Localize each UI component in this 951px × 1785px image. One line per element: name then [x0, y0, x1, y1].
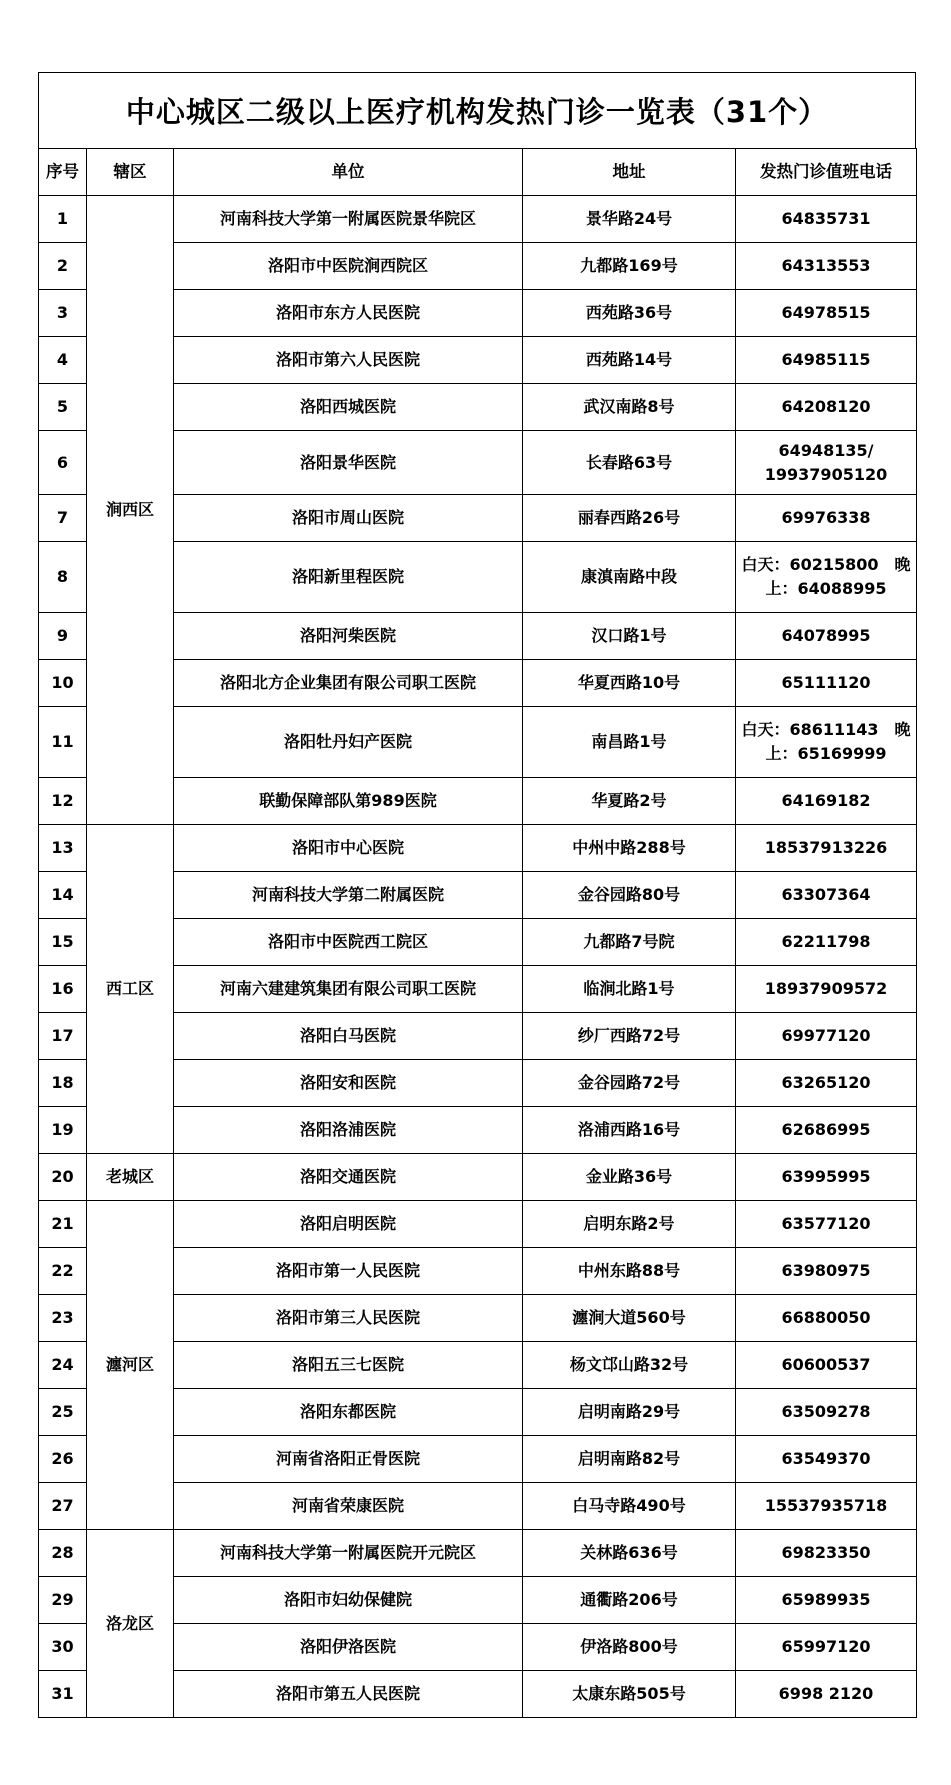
row-address: 金业路36号 [523, 1154, 736, 1201]
row-no: 6 [39, 431, 87, 495]
row-no: 3 [39, 290, 87, 337]
row-no: 25 [39, 1389, 87, 1436]
row-phone: 69976338 [736, 495, 917, 542]
row-unit: 洛阳西城医院 [174, 384, 523, 431]
document [38, 72, 916, 1718]
row-no: 21 [39, 1201, 87, 1248]
header-no: 序号 [39, 149, 87, 196]
row-no: 17 [39, 1013, 87, 1060]
row-address: 华夏西路10号 [523, 660, 736, 707]
row-phone: 白天：68611143 晚上：65169999 [736, 707, 917, 778]
row-phone: 白天：60215800 晚上：64088995 [736, 542, 917, 613]
row-unit: 洛阳伊洛医院 [174, 1624, 523, 1671]
row-phone: 64948135/ 19937905120 [736, 431, 917, 495]
row-no: 11 [39, 707, 87, 778]
row-unit: 洛阳北方企业集团有限公司职工医院 [174, 660, 523, 707]
row-phone: 18537913226 [736, 825, 917, 872]
row-unit: 洛阳市第一人民医院 [174, 1248, 523, 1295]
row-no: 27 [39, 1483, 87, 1530]
row-no: 8 [39, 542, 87, 613]
row-no: 30 [39, 1624, 87, 1671]
row-phone: 63995995 [736, 1154, 917, 1201]
row-unit: 洛阳市第三人民医院 [174, 1295, 523, 1342]
row-unit: 洛阳市中心医院 [174, 825, 523, 872]
row-unit: 洛阳市第六人民医院 [174, 337, 523, 384]
row-no: 24 [39, 1342, 87, 1389]
row-phone: 63549370 [736, 1436, 917, 1483]
row-no: 31 [39, 1671, 87, 1718]
row-no: 28 [39, 1530, 87, 1577]
row-address: 金谷园路72号 [523, 1060, 736, 1107]
district-cell: 老城区 [87, 1154, 174, 1201]
row-unit: 河南科技大学第一附属医院景华院区 [174, 196, 523, 243]
row-address: 临涧北路1号 [523, 966, 736, 1013]
row-address: 丽春西路26号 [523, 495, 736, 542]
row-address: 中州东路88号 [523, 1248, 736, 1295]
row-address: 西苑路36号 [523, 290, 736, 337]
row-no: 15 [39, 919, 87, 966]
row-unit: 联勤保障部队第989医院 [174, 778, 523, 825]
row-unit: 洛阳东都医院 [174, 1389, 523, 1436]
row-phone: 65997120 [736, 1624, 917, 1671]
row-unit: 洛阳白马医院 [174, 1013, 523, 1060]
row-unit: 河南六建建筑集团有限公司职工医院 [174, 966, 523, 1013]
table-row [39, 196, 917, 243]
row-unit: 洛阳五三七医院 [174, 1342, 523, 1389]
row-no: 10 [39, 660, 87, 707]
row-address: 关林路636号 [523, 1530, 736, 1577]
row-phone: 64078995 [736, 613, 917, 660]
row-no: 5 [39, 384, 87, 431]
table-row [39, 1201, 917, 1248]
header-district: 辖区 [87, 149, 174, 196]
row-address: 白马寺路490号 [523, 1483, 736, 1530]
header-phone: 发热门诊值班电话 [736, 149, 917, 196]
row-address: 康滇南路中段 [523, 542, 736, 613]
row-address: 启明南路29号 [523, 1389, 736, 1436]
row-unit: 洛阳河柴医院 [174, 613, 523, 660]
row-unit: 洛阳市中医院涧西院区 [174, 243, 523, 290]
row-no: 1 [39, 196, 87, 243]
row-phone: 64978515 [736, 290, 917, 337]
row-address: 中州中路288号 [523, 825, 736, 872]
row-unit: 河南科技大学第二附属医院 [174, 872, 523, 919]
row-unit: 洛阳洛浦医院 [174, 1107, 523, 1154]
row-phone: 66880050 [736, 1295, 917, 1342]
row-unit: 河南省洛阳正骨医院 [174, 1436, 523, 1483]
row-address: 武汉南路8号 [523, 384, 736, 431]
fever-clinic-table [38, 148, 917, 1718]
row-address: 九都路7号院 [523, 919, 736, 966]
row-address: 伊洛路800号 [523, 1624, 736, 1671]
row-unit: 洛阳安和医院 [174, 1060, 523, 1107]
row-address: 西苑路14号 [523, 337, 736, 384]
district-cell: 瀍河区 [87, 1201, 174, 1530]
row-no: 4 [39, 337, 87, 384]
row-no: 26 [39, 1436, 87, 1483]
row-phone: 63509278 [736, 1389, 917, 1436]
row-no: 9 [39, 613, 87, 660]
row-address: 杨文邙山路32号 [523, 1342, 736, 1389]
row-no: 22 [39, 1248, 87, 1295]
row-address: 启明南路82号 [523, 1436, 736, 1483]
row-address: 太康东路505号 [523, 1671, 736, 1718]
row-unit: 河南科技大学第一附属医院开元院区 [174, 1530, 523, 1577]
row-address: 长春路63号 [523, 431, 736, 495]
row-phone: 65989935 [736, 1577, 917, 1624]
row-phone: 6998 2120 [736, 1671, 917, 1718]
district-cell: 涧西区 [87, 196, 174, 825]
row-phone: 62686995 [736, 1107, 917, 1154]
row-address: 洛浦西路16号 [523, 1107, 736, 1154]
header-unit: 单位 [174, 149, 523, 196]
row-address: 通衢路206号 [523, 1577, 736, 1624]
row-phone: 64208120 [736, 384, 917, 431]
row-phone: 15537935718 [736, 1483, 917, 1530]
row-no: 13 [39, 825, 87, 872]
row-phone: 64835731 [736, 196, 917, 243]
row-no: 16 [39, 966, 87, 1013]
row-phone: 60600537 [736, 1342, 917, 1389]
row-phone: 63980975 [736, 1248, 917, 1295]
row-address: 启明东路2号 [523, 1201, 736, 1248]
row-address: 瀍涧大道560号 [523, 1295, 736, 1342]
row-address: 汉口路1号 [523, 613, 736, 660]
row-phone: 63307364 [736, 872, 917, 919]
table-row [39, 825, 917, 872]
row-no: 18 [39, 1060, 87, 1107]
row-unit: 河南省荣康医院 [174, 1483, 523, 1530]
row-phone: 62211798 [736, 919, 917, 966]
document-title: 中心城区二级以上医疗机构发热门诊一览表（31个） [38, 72, 916, 148]
table-row [39, 1530, 917, 1577]
row-phone: 18937909572 [736, 966, 917, 1013]
row-no: 12 [39, 778, 87, 825]
row-phone: 63265120 [736, 1060, 917, 1107]
row-unit: 洛阳牡丹妇产医院 [174, 707, 523, 778]
table-header-row [39, 149, 917, 196]
row-phone: 64985115 [736, 337, 917, 384]
row-phone: 69977120 [736, 1013, 917, 1060]
row-address: 华夏路2号 [523, 778, 736, 825]
row-unit: 洛阳交通医院 [174, 1154, 523, 1201]
table-row [39, 1154, 917, 1201]
row-no: 23 [39, 1295, 87, 1342]
row-phone: 63577120 [736, 1201, 917, 1248]
row-no: 2 [39, 243, 87, 290]
row-no: 20 [39, 1154, 87, 1201]
row-no: 7 [39, 495, 87, 542]
row-phone: 69823350 [736, 1530, 917, 1577]
row-address: 景华路24号 [523, 196, 736, 243]
row-unit: 洛阳市妇幼保健院 [174, 1577, 523, 1624]
row-address: 金谷园路80号 [523, 872, 736, 919]
row-phone: 64169182 [736, 778, 917, 825]
district-cell: 洛龙区 [87, 1530, 174, 1718]
row-phone: 64313553 [736, 243, 917, 290]
row-address: 纱厂西路72号 [523, 1013, 736, 1060]
row-unit: 洛阳市东方人民医院 [174, 290, 523, 337]
district-cell: 西工区 [87, 825, 174, 1154]
row-address: 南昌路1号 [523, 707, 736, 778]
row-address: 九都路169号 [523, 243, 736, 290]
row-unit: 洛阳市第五人民医院 [174, 1671, 523, 1718]
row-no: 19 [39, 1107, 87, 1154]
row-unit: 洛阳市中医院西工院区 [174, 919, 523, 966]
row-phone: 65111120 [736, 660, 917, 707]
row-unit: 洛阳景华医院 [174, 431, 523, 495]
header-address: 地址 [523, 149, 736, 196]
row-unit: 洛阳启明医院 [174, 1201, 523, 1248]
row-unit: 洛阳市周山医院 [174, 495, 523, 542]
row-no: 29 [39, 1577, 87, 1624]
row-unit: 洛阳新里程医院 [174, 542, 523, 613]
row-no: 14 [39, 872, 87, 919]
